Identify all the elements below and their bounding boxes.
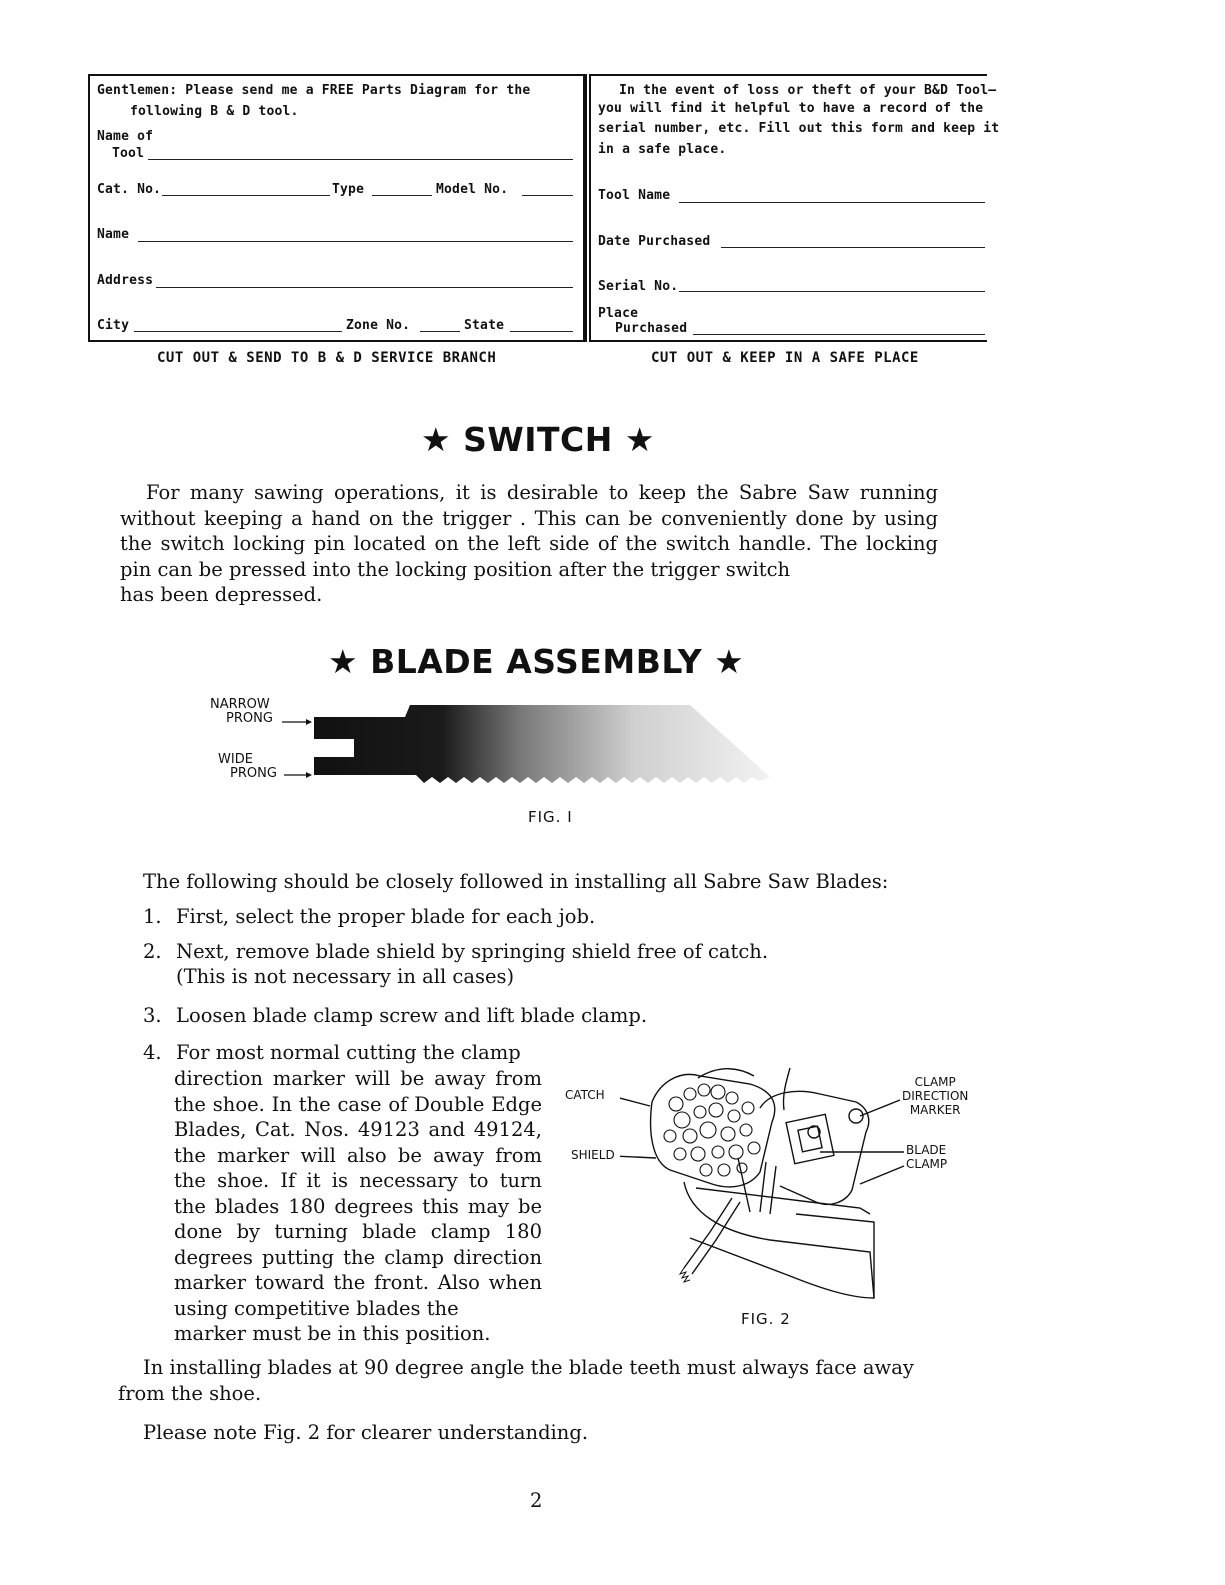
fig2-caption: FIG. 2	[741, 1310, 791, 1328]
serial-no-field[interactable]	[679, 291, 985, 292]
tool-record-form	[591, 74, 1000, 342]
switch-heading: ★ SWITCH ★	[421, 420, 655, 459]
address-label: Address	[97, 273, 154, 288]
catch-label: CATCH	[565, 1088, 605, 1102]
wide-prong-label: WIDE PRONG	[218, 752, 277, 781]
leader-catch	[620, 1096, 650, 1106]
note-paragraph: Please note Fig. 2 for clearer understanding.	[143, 1421, 589, 1444]
blade-assembly-heading: ★ BLADE ASSEMBLY ★	[328, 642, 745, 681]
address-field[interactable]	[156, 287, 573, 288]
tool-name-field[interactable]	[148, 159, 573, 160]
step-2-note: (This is not necessary in all cases)	[176, 965, 515, 988]
saw-blade-figure	[270, 695, 780, 805]
type-label: Type	[332, 182, 365, 197]
step-1-text: First, select the proper blade for each job.	[176, 905, 596, 928]
angle-paragraph: In installing blades at 90 degree angle the blade teeth must always face away from the shoe.	[118, 1356, 914, 1405]
step-1-number: 1.	[143, 905, 162, 928]
city-field[interactable]	[134, 331, 342, 332]
leader-shield	[620, 1156, 656, 1158]
name-of-label: Name of	[97, 129, 154, 144]
step-4-number: 4.	[143, 1041, 162, 1064]
clamp-block	[786, 1114, 834, 1163]
switch-paragraph-body: For many sawing operations, it is desirable to keep the Sabre Saw running without keeping a hand on the trigger . This can be conveniently done by using the switch locking pin located on the left side of the switch handle. The locking pin can be pressed into the locking position after the trigger switch	[120, 481, 938, 581]
housing-outline	[684, 1182, 874, 1298]
tool-label: Tool	[112, 146, 145, 161]
zone-no-label: Zone No.	[346, 318, 411, 333]
model-no-label: Model No.	[436, 182, 509, 197]
leader-clamp-marker	[860, 1100, 900, 1116]
tool-name-record-field[interactable]	[679, 202, 985, 203]
date-purchased-field[interactable]	[721, 247, 985, 248]
left-form-caption: CUT OUT & SEND TO B & D SERVICE BRANCH	[157, 350, 497, 366]
parts-diagram-request-form	[88, 74, 585, 342]
form-right-intro-1: In the event of loss or theft of your B&D Tool—	[619, 83, 997, 98]
right-form-caption: CUT OUT & KEEP IN A SAFE PLACE	[651, 350, 919, 366]
step-4-text: For most normal cutting the clamp	[176, 1041, 521, 1064]
switch-paragraph	[120, 480, 938, 608]
tool-name-label: Tool Name	[598, 188, 671, 203]
shoe-front	[796, 1214, 874, 1298]
type-field[interactable]	[372, 195, 432, 196]
clamp-direction-marker-label: CLAMP DIRECTION MARKER	[902, 1075, 969, 1117]
serial-no-label: Serial No.	[598, 279, 679, 294]
step-2-number: 2.	[143, 940, 162, 963]
form-left-intro-2: following B & D tool.	[130, 104, 299, 119]
clamp-arm	[783, 1068, 790, 1110]
form-right-intro-3: serial number, etc. Fill out this form and keep it	[598, 121, 1000, 136]
model-no-field[interactable]	[522, 195, 573, 196]
step-4-body: direction marker will be away from the shoe. In the case of Double Edge Blades, Cat. Nos. 49123 and 49124, the marker will also be away from the shoe. If it is necessary to turn the blades 180 degrees this may be done by turning blade clamp 180 degrees putting the clamp direction marker toward the front. Also when using competitive blades the marker must be in this position.	[174, 1067, 542, 1345]
switch-paragraph-last: has been depressed.	[120, 583, 323, 606]
shield-outline	[651, 1074, 775, 1186]
shield-label: SHIELD	[571, 1148, 615, 1162]
date-purchased-label: Date Purchased	[598, 234, 711, 249]
blade-clamp-figure	[620, 1062, 910, 1302]
form-right-intro-4: in a safe place.	[598, 142, 727, 157]
blade-arrow-narrow-head	[306, 719, 312, 725]
saw-blade-body	[314, 705, 770, 783]
page-number: 2	[530, 1489, 543, 1512]
step-3-text: Loosen blade clamp screw and lift blade clamp.	[176, 1004, 648, 1027]
blade-teeth	[680, 1268, 690, 1282]
blade-in-clamp	[684, 1198, 740, 1274]
name-label: Name	[97, 227, 130, 242]
blade-slot-a	[760, 1162, 776, 1214]
narrow-prong-label: NARROW PRONG	[210, 697, 273, 726]
blade-intro: The following should be closely followed in installing all Sabre Saw Blades:	[143, 870, 889, 893]
step-2-text: Next, remove blade shield by springing shield free of catch.	[176, 940, 769, 963]
zone-no-field[interactable]	[420, 331, 460, 332]
clamp-inner	[798, 1126, 822, 1152]
purchased-label: Purchased	[615, 321, 688, 336]
state-field[interactable]	[510, 331, 573, 332]
blade-clamp-label: BLADE CLAMP	[906, 1143, 948, 1171]
name-field[interactable]	[138, 241, 573, 242]
leader-blade-clamp-2	[860, 1166, 904, 1184]
city-label: City	[97, 318, 130, 333]
blade-arrow-wide-head	[306, 772, 312, 778]
cat-no-label: Cat. No.	[97, 182, 162, 197]
form-left-intro-1: Gentlemen: Please send me a FREE Parts Diagram for the	[97, 83, 531, 98]
clamp-frame	[760, 1091, 869, 1204]
place-label: Place	[598, 306, 639, 321]
step-3-number: 3.	[143, 1004, 162, 1027]
state-label: State	[464, 318, 505, 333]
fig1-caption: FIG. I	[528, 808, 573, 826]
place-purchased-field[interactable]	[693, 334, 985, 335]
shoe-plate	[696, 1188, 870, 1214]
form-right-intro-2: you will find it helpful to have a record of the	[598, 101, 984, 116]
cat-no-field[interactable]	[162, 195, 330, 196]
